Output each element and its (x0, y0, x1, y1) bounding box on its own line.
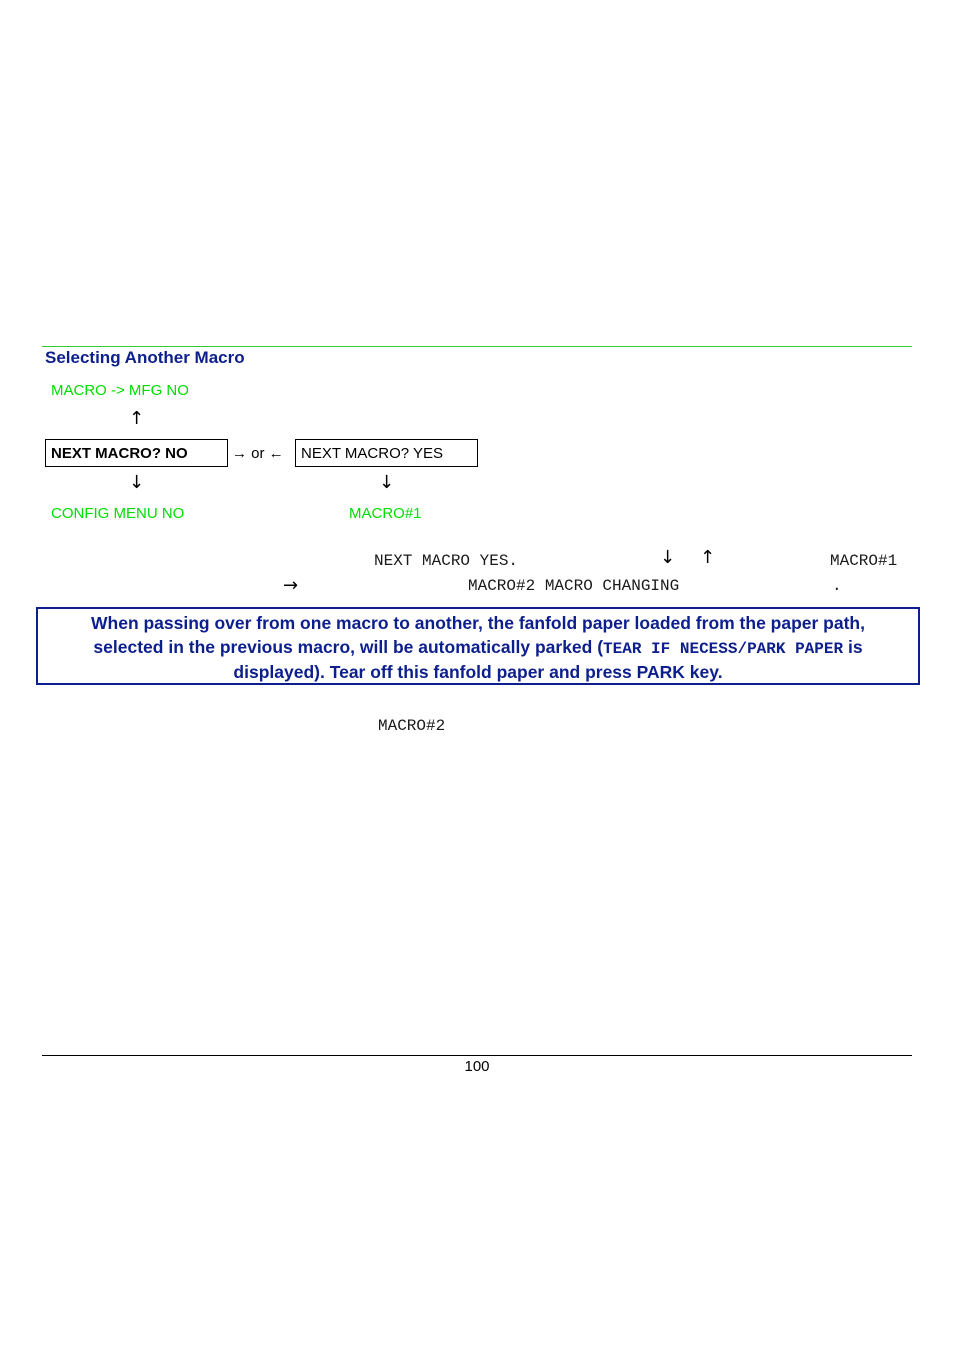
flow-top-option: MACRO -> MFG NO (51, 382, 189, 399)
flow-connector: → or ← (232, 445, 284, 462)
note-line-2 (38, 636, 918, 662)
note-line-3: displayed). Tear off this fanfold paper and press PARK key. (233, 662, 723, 682)
down-arrow-icon: ↓ (379, 472, 395, 493)
note-code: TEAR IF NECESS/PARK PAPER (603, 639, 844, 658)
right-arrow-icon: → (283, 575, 299, 596)
macro-changing-text: MACRO#2 MACRO CHANGING (468, 577, 680, 595)
note-line-1: When passing over from one macro to another, the fanfold paper loaded from the paper path, (91, 613, 865, 633)
up-arrow-icon: ↑ (129, 408, 145, 429)
page-number: 100 (464, 1058, 490, 1075)
next-macro-no-box: NEXT MACRO? NO (45, 439, 228, 467)
section-title: Selecting Another Macro (45, 348, 245, 367)
period-text: . (832, 577, 842, 595)
next-macro-yes-text: NEXT MACRO YES. (374, 552, 519, 570)
flow-bottom-right: MACRO#1 (349, 505, 422, 522)
note-line-2-text: selected in the previous macro, will be automatically parked ( (93, 636, 604, 657)
down-arrow-icon: ↓ (660, 547, 676, 568)
macro1-text: MACRO#1 (830, 552, 898, 570)
note-box (36, 607, 920, 685)
footer-divider (42, 1055, 912, 1056)
macro2-text: MACRO#2 (378, 717, 446, 735)
up-arrow-icon: ↑ (700, 547, 716, 568)
section-divider (42, 346, 912, 347)
down-arrow-icon: ↓ (129, 472, 145, 493)
next-macro-yes-box: NEXT MACRO? YES (295, 439, 478, 467)
flow-bottom-left: CONFIG MENU NO (51, 505, 185, 522)
note-line-2-suffix: is (843, 636, 863, 657)
